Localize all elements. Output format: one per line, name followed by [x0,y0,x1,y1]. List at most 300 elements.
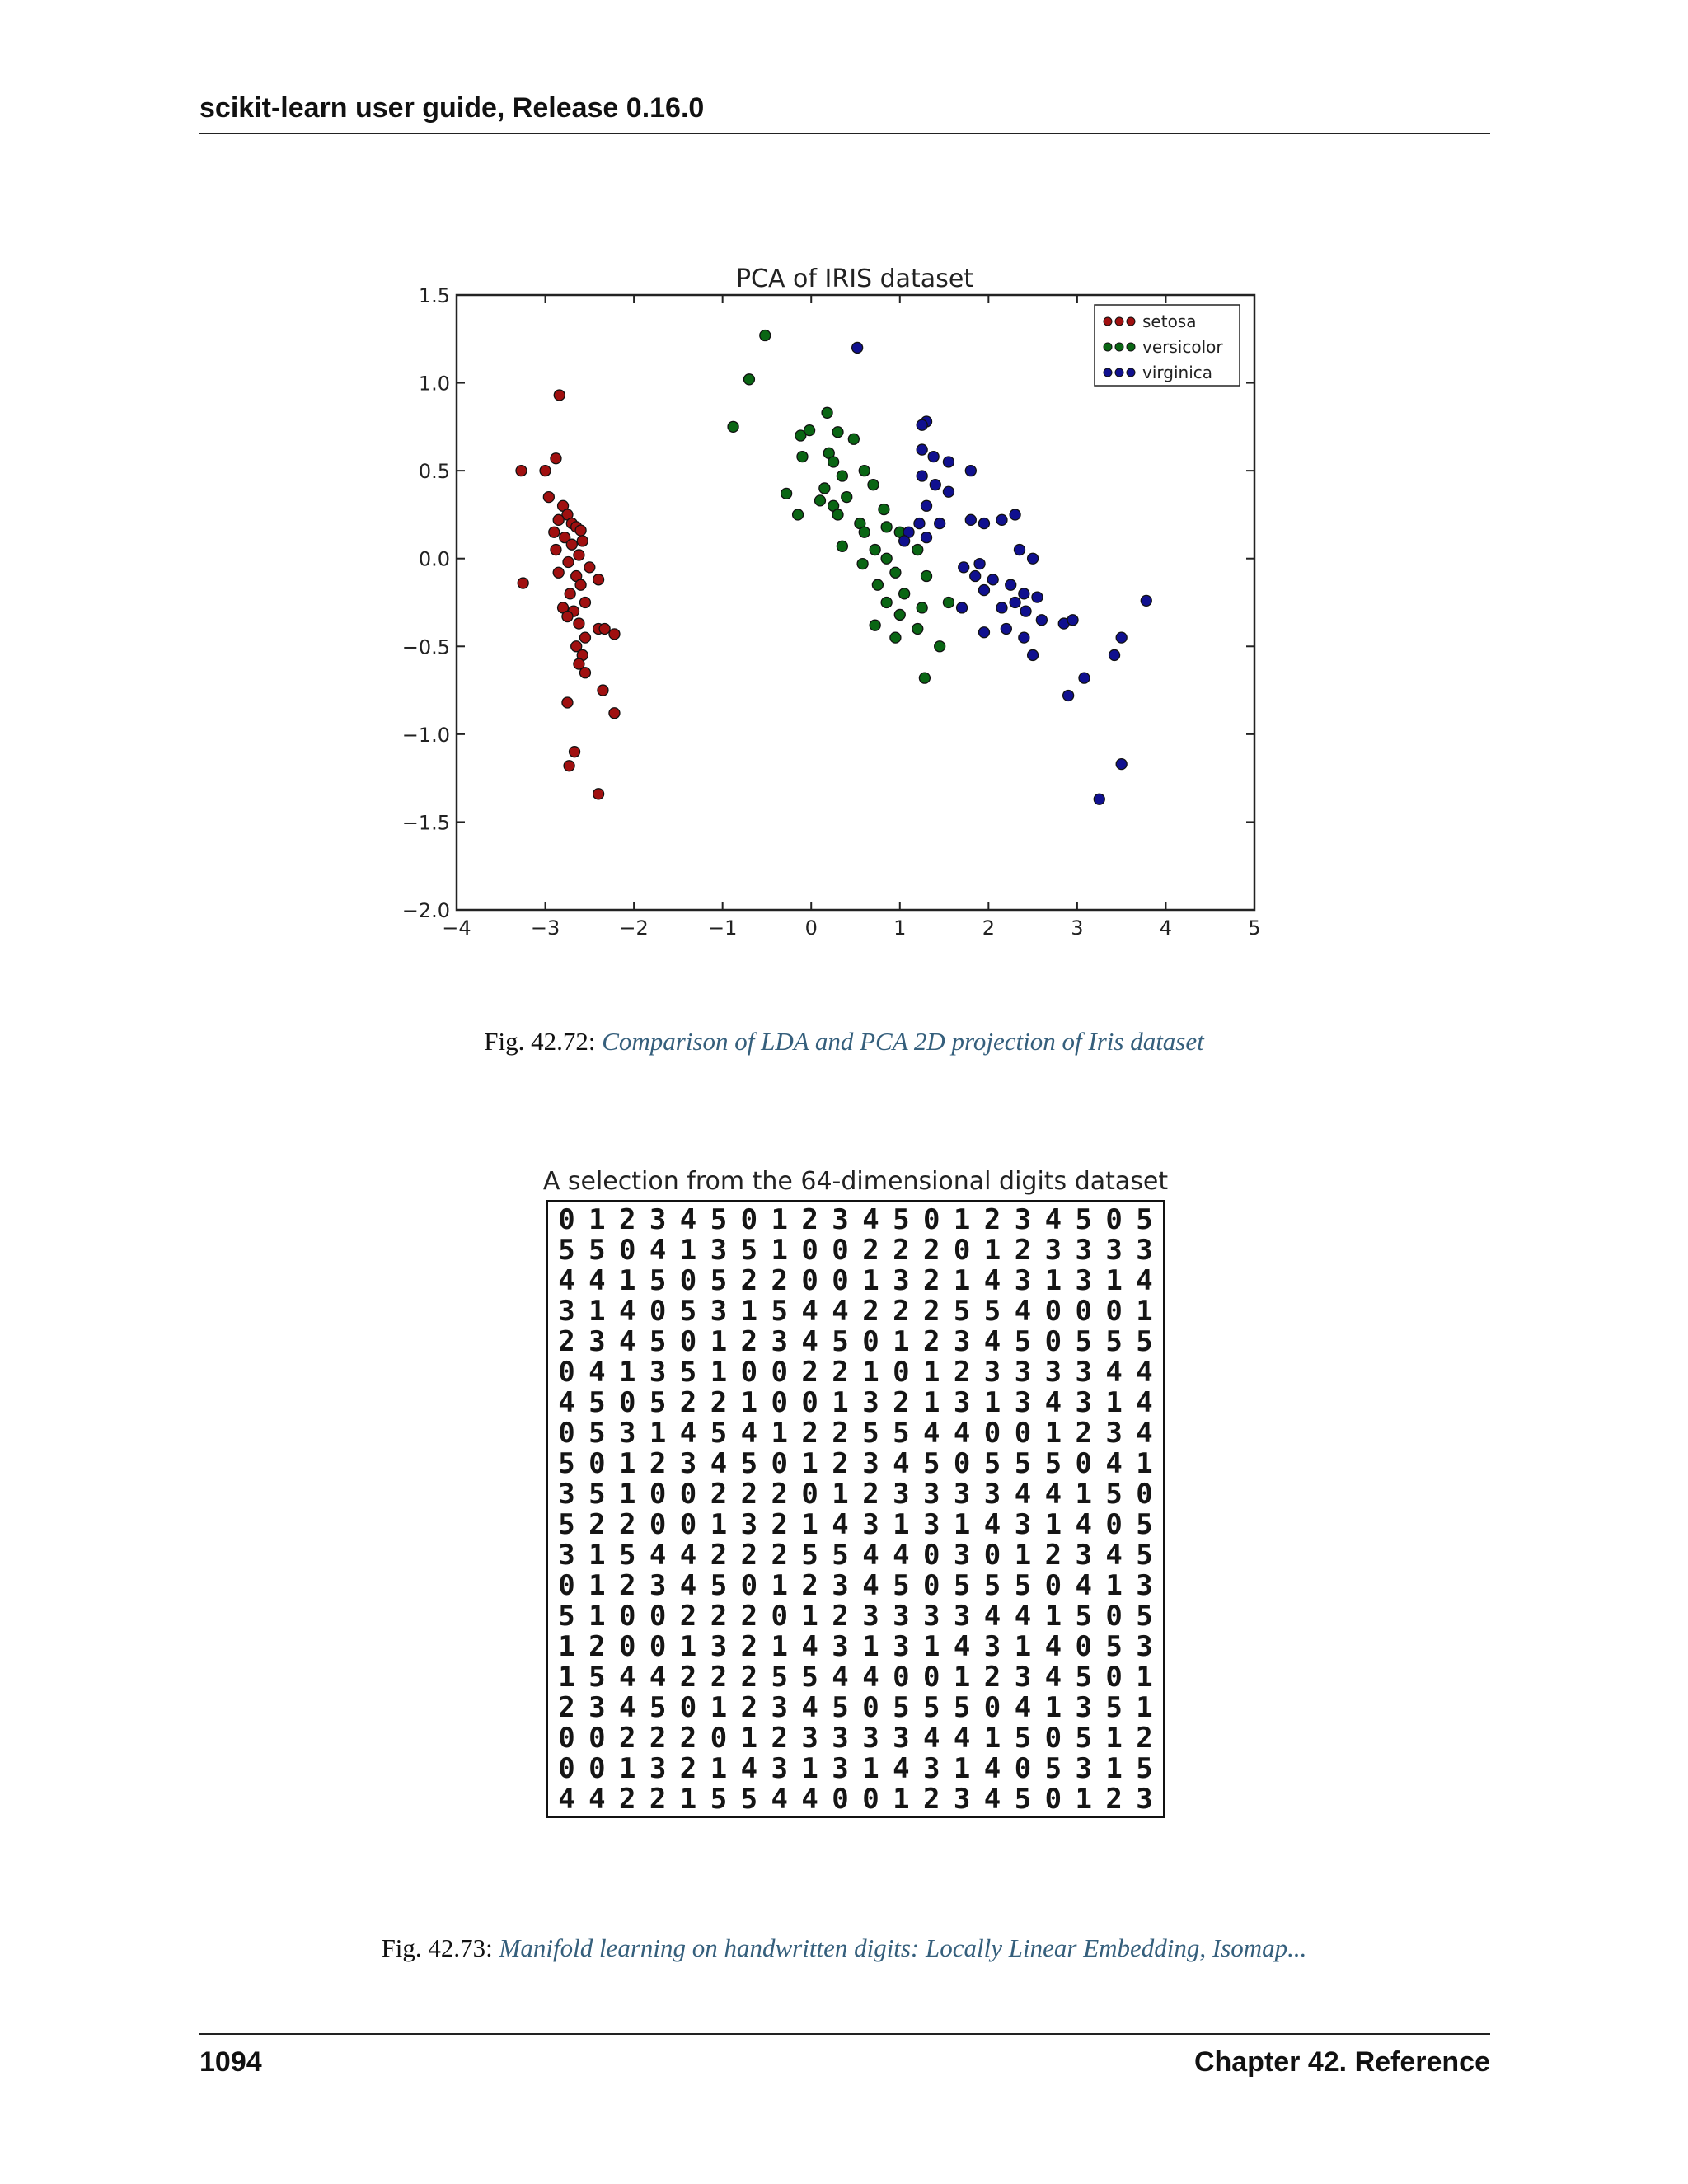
plot-frame [457,295,1254,910]
point-versicolor [919,673,930,683]
digit-image: 1 [801,1599,818,1633]
digit-image: 4 [740,1416,758,1450]
digit-image: 2 [740,1690,758,1724]
digit-image: 2 [862,1477,879,1511]
digit-image: 4 [1105,1538,1123,1572]
point-setosa [593,789,604,799]
digit-image: 1 [1136,1660,1153,1694]
digit-image: 1 [771,1233,788,1267]
digit-image: 3 [1014,1355,1032,1389]
point-versicolor [795,430,806,441]
point-virginica [1014,545,1025,555]
digit-image: 0 [679,1477,697,1511]
point-setosa [574,618,584,629]
digit-image: 2 [801,1416,818,1450]
digit-image: 0 [740,1355,758,1389]
digit-image: 2 [710,1385,728,1419]
legend-marker-setosa [1127,317,1135,326]
digit-image: 0 [558,1751,575,1785]
digit-image: 5 [649,1324,667,1358]
digit-image: 1 [1105,1263,1123,1297]
digit-image: 2 [649,1721,667,1755]
digit-image: 2 [558,1690,575,1724]
digit-image: 0 [862,1324,879,1358]
point-virginica [959,562,969,573]
digit-image: 0 [801,1263,818,1297]
digit-image: 5 [1105,1477,1123,1511]
point-versicolor [921,571,932,582]
digit-image: 1 [862,1355,879,1389]
digit-image: 5 [558,1507,575,1541]
point-virginica [1063,690,1074,701]
digit-image: 2 [740,1538,758,1572]
digit-image: 2 [710,1599,728,1633]
digit-image: 1 [679,1782,697,1816]
figure-1-caption [0,1027,1688,1057]
point-setosa [551,453,561,464]
point-versicolor [837,541,847,551]
digit-image: 2 [619,1721,636,1755]
point-setosa [543,492,554,503]
digit-image: 0 [862,1782,879,1816]
digit-image: 0 [1105,1599,1123,1633]
digit-image: 0 [893,1355,910,1389]
digit-image: 2 [710,1477,728,1511]
x-tick-label: −4 [442,916,471,940]
digit-image: 5 [1075,1202,1092,1236]
digit-image: 4 [1075,1568,1092,1602]
digit-image: 0 [1044,1721,1062,1755]
digit-image: 1 [893,1324,910,1358]
digit-image: 0 [1014,1751,1032,1785]
legend-marker-versicolor [1104,343,1112,351]
point-setosa [549,527,560,537]
x-tick-label: 4 [1159,916,1173,940]
x-tick-label: −3 [530,916,560,940]
point-versicolor [870,545,880,555]
point-virginica [1079,673,1090,683]
point-virginica [1036,615,1047,626]
digit-image: 3 [710,1233,728,1267]
digit-image: 2 [1075,1416,1092,1450]
digit-image: 4 [862,1568,879,1602]
point-virginica [1010,509,1020,520]
digit-image: 3 [1075,1751,1092,1785]
digit-image: 5 [740,1782,758,1816]
point-versicolor [881,522,892,532]
point-versicolor [881,553,892,564]
digit-image: 0 [923,1538,940,1572]
point-virginica [1032,592,1043,602]
point-setosa [553,567,564,578]
x-tick-label: 0 [804,916,818,940]
digit-image: 5 [710,1202,728,1236]
legend-marker-virginica [1104,368,1112,377]
digit-image: 3 [558,1477,575,1511]
digit-image: 3 [1075,1538,1092,1572]
digit-image: 1 [832,1385,849,1419]
digit-image: 3 [953,1599,971,1633]
digit-image: 0 [1136,1477,1153,1511]
point-setosa [564,761,574,771]
point-versicolor [814,495,825,506]
digit-image: 2 [771,1477,788,1511]
figure-1-caption-link[interactable]: Comparison of LDA and PCA 2D projection of Iris dataset [602,1027,1204,1056]
digit-image: 4 [1075,1507,1092,1541]
digit-image: 0 [679,1507,697,1541]
digit-image: 5 [1014,1782,1032,1816]
x-tick-label: −2 [619,916,649,940]
point-versicolor [842,492,852,503]
digit-image: 3 [832,1568,849,1602]
point-versicolor [917,602,927,613]
digit-image: 2 [771,1538,788,1572]
digit-image: 0 [983,1538,1001,1572]
digit-image: 1 [983,1233,1001,1267]
point-virginica [978,627,989,638]
figure-2-caption-prefix: Fig. 42.73: [381,1933,499,1962]
digit-image: 2 [619,1202,636,1236]
point-versicolor [760,330,771,341]
digit-image: 4 [1044,1660,1062,1694]
chapter-label: Chapter 42. Reference [1193,2046,1490,2078]
digit-image: 0 [649,1599,667,1633]
digit-image: 1 [710,1507,728,1541]
digit-image: 2 [740,1477,758,1511]
digit-image: 3 [862,1446,879,1480]
point-setosa [570,747,580,757]
digit-image: 1 [1075,1782,1092,1816]
digit-image: 1 [1105,1385,1123,1419]
digit-image: 3 [862,1385,879,1419]
digit-image: 3 [983,1355,1001,1389]
point-versicolor [870,620,880,630]
digit-image: 2 [649,1446,667,1480]
digit-image: 0 [619,1385,636,1419]
digit-image: 4 [893,1751,910,1785]
digit-image: 5 [1105,1629,1123,1663]
point-versicolor [912,545,923,555]
digit-image: 5 [893,1690,910,1724]
digit-image: 3 [771,1324,788,1358]
legend-marker-virginica [1115,368,1123,377]
digit-image: 2 [619,1782,636,1816]
digit-image: 2 [832,1599,849,1633]
y-tick-label: 1.0 [418,372,450,396]
digit-image: 3 [893,1263,910,1297]
point-versicolor [935,641,945,652]
digit-image: 4 [801,1690,818,1724]
point-setosa [565,588,575,599]
point-setosa [554,390,565,401]
point-setosa [540,466,551,476]
digit-image: 3 [1075,1385,1092,1419]
digit-image: 1 [953,1202,971,1236]
digit-image: 0 [558,1202,575,1236]
digit-image: 5 [710,1416,728,1450]
digit-image: 1 [1105,1751,1123,1785]
digit-image: 3 [923,1599,940,1633]
digit-image: 4 [1044,1629,1062,1663]
digit-image: 5 [1044,1446,1062,1480]
point-versicolor [894,609,905,620]
digit-image: 2 [649,1782,667,1816]
digit-image: 3 [710,1294,728,1328]
legend-marker-versicolor [1127,343,1135,351]
digit-image: 5 [1044,1751,1062,1785]
digit-image: 5 [649,1690,667,1724]
digit-image: 5 [649,1385,667,1419]
digit-image: 0 [832,1233,849,1267]
digit-image: 5 [1136,1538,1153,1572]
digit-image: 5 [740,1446,758,1480]
digit-image: 1 [710,1751,728,1785]
digit-image: 3 [953,1324,971,1358]
digit-image: 4 [619,1294,636,1328]
point-versicolor [781,488,792,499]
point-virginica [1109,649,1120,660]
digit-image: 2 [679,1385,697,1419]
digit-image: 4 [862,1538,879,1572]
point-versicolor [743,374,754,385]
digit-image: 5 [710,1782,728,1816]
y-tick-label: 1.5 [418,284,450,307]
digit-image: 2 [862,1294,879,1328]
digit-image: 5 [1136,1324,1153,1358]
digit-image: 2 [953,1355,971,1389]
point-versicolor [728,421,738,432]
point-setosa [574,550,584,560]
digit-image: 5 [1136,1751,1153,1785]
point-versicolor [822,407,832,418]
digit-image: 1 [740,1721,758,1755]
digit-image: 0 [771,1599,788,1633]
digit-image: 4 [801,1782,818,1816]
digits-grid [546,1200,1165,1818]
digit-image: 3 [953,1782,971,1816]
digit-image: 4 [983,1751,1001,1785]
point-virginica [996,602,1007,613]
digit-image: 5 [1014,1568,1032,1602]
point-virginica [978,585,989,596]
point-setosa [579,632,590,643]
digit-image: 4 [832,1507,849,1541]
point-setosa [575,579,586,590]
digit-image: 1 [740,1385,758,1419]
digit-image: 0 [619,1629,636,1663]
point-setosa [551,545,561,555]
digit-image: 1 [710,1355,728,1389]
digit-image: 3 [953,1477,971,1511]
point-setosa [609,708,620,719]
point-versicolor [837,471,847,481]
digit-image: 0 [1044,1294,1062,1328]
digit-image: 5 [1014,1324,1032,1358]
digit-image: 2 [1105,1782,1123,1816]
point-virginica [987,574,998,585]
digit-image: 4 [983,1599,1001,1633]
digit-image: 1 [1014,1538,1032,1572]
digit-image: 1 [619,1477,636,1511]
digit-image: 4 [893,1446,910,1480]
digit-image: 0 [801,1385,818,1419]
digit-image: 5 [588,1416,606,1450]
digit-image: 4 [862,1202,879,1236]
digit-image: 3 [1105,1233,1123,1267]
digit-image: 0 [771,1355,788,1389]
digit-image: 0 [588,1721,606,1755]
point-versicolor [899,588,910,599]
digit-image: 2 [558,1324,575,1358]
digit-image: 4 [588,1355,606,1389]
legend-marker-versicolor [1115,343,1123,351]
digit-image: 1 [710,1690,728,1724]
digit-image: 3 [1136,1233,1153,1267]
digit-image: 1 [649,1416,667,1450]
digit-image: 5 [832,1690,849,1724]
digit-image: 3 [649,1751,667,1785]
figure-2-caption-link[interactable]: Manifold learning on handwritten digits: Locally Linear Embedding, Isomap... [499,1933,1307,1962]
digit-image: 0 [588,1751,606,1785]
digit-image: 0 [1044,1782,1062,1816]
digit-image: 3 [1136,1568,1153,1602]
point-setosa [566,539,577,550]
digit-image: 4 [1044,1385,1062,1419]
digit-image: 3 [558,1538,575,1572]
digit-image: 3 [649,1355,667,1389]
digit-image: 1 [923,1355,940,1389]
digit-image: 3 [1075,1355,1092,1389]
digit-image: 4 [1014,1599,1032,1633]
digit-image: 2 [1136,1721,1153,1755]
x-tick-label: 5 [1248,916,1261,940]
point-versicolor [819,483,830,494]
point-virginica [1020,606,1031,616]
digit-image: 4 [558,1385,575,1419]
digit-image: 1 [1075,1477,1092,1511]
digit-image: 4 [558,1782,575,1816]
digit-image: 5 [832,1324,849,1358]
digit-image: 1 [1044,1416,1062,1450]
digit-image: 5 [893,1568,910,1602]
digit-image: 2 [679,1721,697,1755]
digit-image: 0 [862,1690,879,1724]
digit-image: 0 [558,1355,575,1389]
digit-image: 0 [649,1294,667,1328]
digit-image: 1 [923,1385,940,1419]
chart-legend [1095,305,1240,386]
digit-image: 4 [893,1538,910,1572]
point-virginica [917,444,927,455]
digit-image: 4 [588,1782,606,1816]
point-setosa [598,685,608,696]
digit-image: 3 [740,1507,758,1541]
digit-image: 5 [1014,1721,1032,1755]
digit-image: 4 [1014,1690,1032,1724]
digit-image: 4 [862,1660,879,1694]
digit-image: 0 [1075,1294,1092,1328]
digit-image: 1 [893,1507,910,1541]
digit-image: 5 [558,1446,575,1480]
digit-image: 2 [619,1507,636,1541]
digit-image: 1 [588,1294,606,1328]
point-setosa [562,697,573,708]
digit-image: 0 [1075,1446,1092,1480]
digit-image: 5 [1136,1507,1153,1541]
digit-image: 5 [679,1355,697,1389]
point-virginica [1006,579,1016,590]
header-title: scikit-learn user guide, Release 0.16.0 [199,92,705,124]
digit-image: 0 [923,1568,940,1602]
point-virginica [943,457,954,467]
digit-image: 4 [649,1660,667,1694]
digit-image: 0 [649,1629,667,1663]
digit-image: 0 [1014,1416,1032,1450]
digit-image: 1 [619,1355,636,1389]
point-setosa [575,525,586,536]
digit-image: 3 [1075,1233,1092,1267]
digit-image: 4 [649,1538,667,1572]
digit-image: 2 [832,1416,849,1450]
point-setosa [579,598,590,608]
digit-image: 4 [923,1721,940,1755]
digit-image: 1 [893,1782,910,1816]
digit-image: 3 [1075,1263,1092,1297]
digit-image: 5 [588,1233,606,1267]
digit-image: 0 [1105,1202,1123,1236]
digit-image: 1 [953,1751,971,1785]
digit-image: 0 [1105,1507,1123,1541]
digit-image: 3 [619,1416,636,1450]
digit-image: 1 [862,1629,879,1663]
page-number: 1094 [199,2046,262,2078]
digit-image: 5 [771,1660,788,1694]
digit-image: 2 [771,1721,788,1755]
digit-image: 4 [1014,1294,1032,1328]
digit-image: 0 [1105,1294,1123,1328]
digit-image: 1 [832,1477,849,1511]
digit-image: 5 [679,1294,697,1328]
point-setosa [563,556,574,567]
digit-image: 4 [710,1446,728,1480]
digit-image: 1 [1044,1263,1062,1297]
digit-image: 3 [832,1721,849,1755]
digit-image: 3 [832,1751,849,1785]
digit-image: 1 [1044,1599,1062,1633]
digit-image: 1 [588,1599,606,1633]
legend-label-versicolor: versicolor [1142,337,1223,357]
point-virginica [965,514,976,525]
digit-image: 2 [893,1385,910,1419]
digit-image: 4 [1136,1263,1153,1297]
digit-image: 4 [1014,1477,1032,1511]
digit-image: 3 [1014,1202,1032,1236]
digit-image: 5 [1105,1324,1123,1358]
legend-label-setosa: setosa [1142,312,1197,331]
digit-image: 0 [710,1721,728,1755]
point-virginica [917,419,927,430]
digit-image: 2 [983,1660,1001,1694]
point-virginica [1028,649,1039,660]
digit-image: 5 [801,1538,818,1572]
digit-image: 4 [1044,1477,1062,1511]
digit-image: 1 [862,1751,879,1785]
digit-image: 0 [893,1660,910,1694]
digit-image: 2 [679,1599,697,1633]
point-versicolor [848,434,859,444]
digit-image: 5 [1075,1660,1092,1694]
digit-image: 1 [1014,1629,1032,1663]
